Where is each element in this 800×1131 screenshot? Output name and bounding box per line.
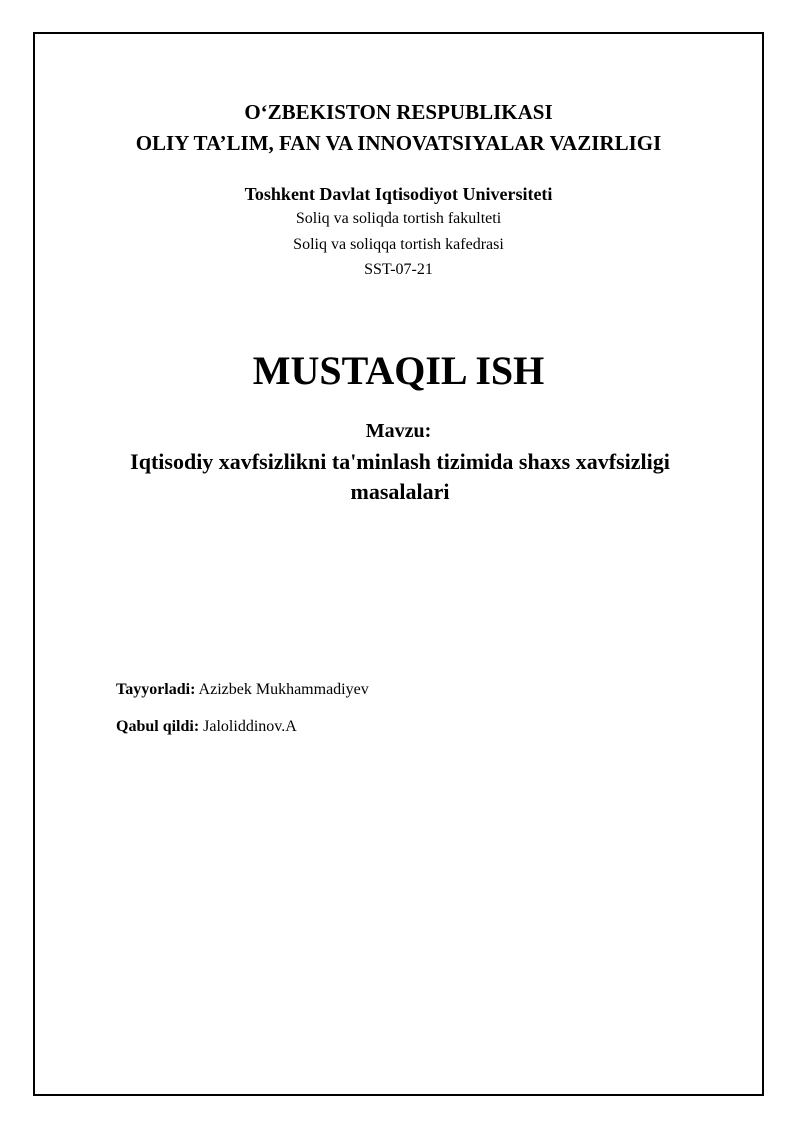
accepted-by-label: Qabul qildi: xyxy=(116,718,200,735)
prepared-by-line xyxy=(116,679,369,701)
topic-label: Mavzu: xyxy=(365,420,432,442)
country-name: O‘ZBEKISTON RESPUBLIKASI xyxy=(244,100,553,124)
document-title: MUSTAQIL ISH xyxy=(252,348,545,393)
topic-text: Iqtisodiy xavfsizlikni ta'minlash tizimida shaxs xavfsizligi masalalari xyxy=(130,449,670,504)
prepared-by-name: Azizbek Mukhammadiyev xyxy=(198,681,369,698)
prepared-by-label: Tayyorladi: xyxy=(116,681,196,698)
accepted-by-line xyxy=(116,716,297,738)
faculty-name: Soliq va soliqda tortish fakulteti xyxy=(295,210,502,227)
group-code: SST-07-21 xyxy=(364,261,433,278)
university-name: Toshkent Davlat Iqtisodiyot Universiteti xyxy=(244,184,553,204)
ministry-name: OLIY TA’LIM, FAN VA INNOVATSIYALAR VAZIRLIGI xyxy=(135,131,662,155)
department-name: Soliq va soliqqa tortish kafedrasi xyxy=(293,236,504,253)
accepted-by-name: Jaloliddinov.A xyxy=(203,718,297,735)
ministry-header xyxy=(33,97,764,159)
